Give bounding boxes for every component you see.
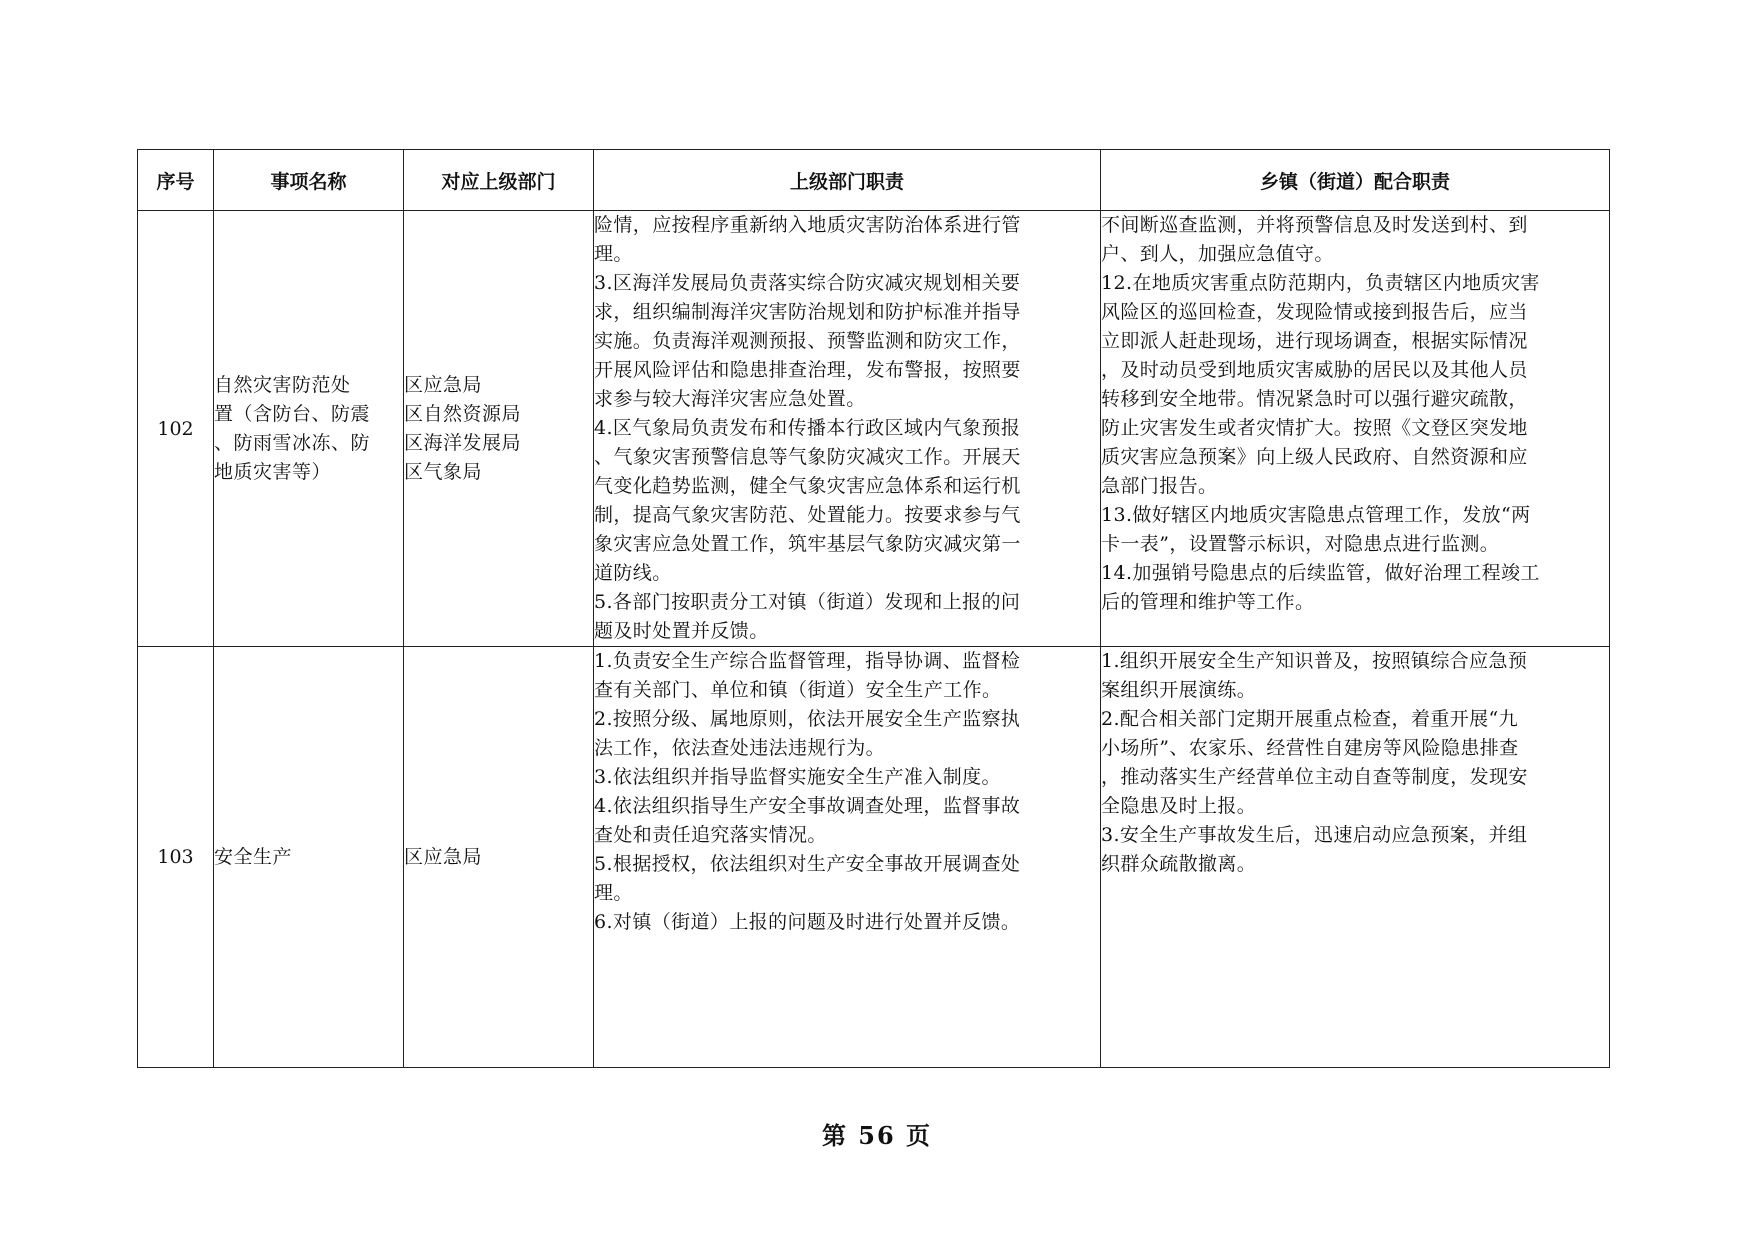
- upper-department: [404, 647, 594, 1068]
- text-line: 区自然资源局: [404, 402, 522, 425]
- text-line: 3.依法组织并指导监督实施安全生产准入制度。: [594, 766, 1001, 788]
- town-duty: [1101, 647, 1610, 1068]
- text-line: 道防线。: [594, 562, 672, 584]
- text-line: 理。: [594, 882, 633, 904]
- page-number: 第 56 页: [821, 1121, 933, 1150]
- text-line: 小场所”、农家乐、经营性自建房等风险隐患排查: [1101, 737, 1519, 759]
- text-line: 1.组织开展安全生产知识普及，按照镇综合应急预: [1101, 650, 1528, 672]
- text-line: 安全生产: [214, 845, 293, 868]
- text-line: 5.各部门按职责分工对镇（街道）发现和上报的问: [594, 591, 1021, 613]
- text-line: 户、到人，加强应急值守。: [1101, 243, 1334, 265]
- row-number: 103: [138, 647, 214, 1068]
- text-line: 求，组织编制海洋灾害防治规划和防护标准并指导: [594, 301, 1021, 323]
- upper-duty: [594, 647, 1101, 1068]
- text-line: 区海洋发展局: [404, 431, 522, 454]
- item-name: [214, 211, 404, 647]
- text-line: 、气象灾害预警信息等气象防灾减灾工作。开展天: [594, 446, 1021, 468]
- text-line: 险情，应按程序重新纳入地质灾害防治体系进行管: [594, 214, 1021, 236]
- header-name: 事项名称: [214, 150, 404, 211]
- text-line: 12.在地质灾害重点防范期内，负责辖区内地质灾害: [1101, 272, 1540, 294]
- text-line: ，推动落实生产经营单位主动自查等制度，发现安: [1101, 766, 1528, 788]
- text-line: 防止灾害发生或者灾情扩大。按照《文登区突发地: [1101, 417, 1528, 439]
- text-line: 区气象局: [404, 460, 483, 483]
- table-header-row: [138, 150, 1610, 211]
- item-name: [214, 647, 404, 1068]
- text-line: 卡一表”，设置警示标识，对隐患点进行监测。: [1101, 533, 1500, 555]
- text-line: 后的管理和维护等工作。: [1101, 591, 1315, 613]
- header-town-duty: 乡镇（街道）配合职责: [1101, 150, 1610, 211]
- table-row: [138, 647, 1610, 1068]
- text-line: 开展风险评估和隐患排查治理，发布警报，按照要: [594, 359, 1021, 381]
- text-line: 求参与较大海洋灾害应急处置。: [594, 388, 866, 410]
- text-line: 法工作，依法查处违法违规行为。: [594, 737, 886, 759]
- text-line: 2.配合相关部门定期开展重点检查，着重开展“九: [1101, 708, 1519, 730]
- text-line: 区应急局: [404, 373, 483, 396]
- town-duty: [1101, 211, 1610, 647]
- text-line: 自然灾害防范处: [214, 373, 351, 396]
- text-line: 题及时处置并反馈。: [594, 620, 769, 642]
- text-line: 实施。负责海洋观测预报、预警监测和防灾工作，: [594, 330, 1021, 352]
- header-upper-duty: 上级部门职责: [594, 150, 1101, 211]
- header-no: 序号: [138, 150, 214, 211]
- text-line: 查处和责任追究落实情况。: [594, 824, 827, 846]
- text-line: 4.区气象局负责发布和传播本行政区域内气象预报: [594, 417, 1021, 439]
- text-line: 区应急局: [404, 845, 483, 868]
- text-line: 织群众疏散撤离。: [1101, 853, 1257, 875]
- header-dept: 对应上级部门: [404, 150, 594, 211]
- text-line: 4.依法组织指导生产安全事故调查处理，监督事故: [594, 795, 1021, 817]
- text-line: 不间断巡查监测，并将预警信息及时发送到村、到: [1101, 214, 1528, 236]
- text-line: 置（含防台、防震: [214, 402, 371, 425]
- text-line: 风险区的巡回检查，发现险情或接到报告后，应当: [1101, 301, 1528, 323]
- text-line: 制，提高气象灾害防范、处置能力。按要求参与气: [594, 504, 1021, 526]
- text-line: 全隐患及时上报。: [1101, 795, 1257, 817]
- text-line: 14.加强销号隐患点的后续监管，做好治理工程竣工: [1101, 562, 1540, 584]
- text-line: 转移到安全地带。情况紧急时可以强行避灾疏散，: [1101, 388, 1528, 410]
- text-line: 立即派人赶赴现场，进行现场调查，根据实际情况: [1101, 330, 1528, 352]
- text-line: 6.对镇（街道）上报的问题及时进行处置并反馈。: [594, 911, 1021, 933]
- text-line: 理。: [594, 243, 633, 265]
- text-line: 急部门报告。: [1101, 475, 1218, 497]
- text-line: 5.根据授权，依法组织对生产安全事故开展调查处: [594, 853, 1021, 875]
- row-number: 102: [138, 211, 214, 647]
- text-line: 、防雨雪冰冻、防: [214, 431, 371, 454]
- text-line: 气变化趋势监测，健全气象灾害应急体系和运行机: [594, 475, 1021, 497]
- text-line: 查有关部门、单位和镇（街道）安全生产工作。: [594, 679, 1002, 701]
- upper-duty: [594, 211, 1101, 647]
- text-line: 3.安全生产事故发生后，迅速启动应急预案，并组: [1101, 824, 1528, 846]
- text-line: 质灾害应急预案》向上级人民政府、自然资源和应: [1101, 446, 1528, 468]
- table-row: [138, 211, 1610, 647]
- text-line: 3.区海洋发展局负责落实综合防灾减灾规划相关要: [594, 272, 1021, 294]
- text-line: 1.负责安全生产综合监督管理，指导协调、监督检: [594, 650, 1021, 672]
- text-line: 2.按照分级、属地原则，依法开展安全生产监察执: [594, 708, 1021, 730]
- upper-department: [404, 211, 594, 647]
- text-line: ，及时动员受到地质灾害威胁的居民以及其他人员: [1101, 359, 1528, 381]
- text-line: 案组织开展演练。: [1101, 679, 1257, 701]
- text-line: 13.做好辖区内地质灾害隐患点管理工作，发放“两: [1101, 504, 1531, 526]
- text-line: 象灾害应急处置工作，筑牢基层气象防灾减灾第一: [594, 533, 1021, 555]
- duty-table: [137, 149, 1610, 1068]
- text-line: 地质灾害等）: [214, 460, 332, 483]
